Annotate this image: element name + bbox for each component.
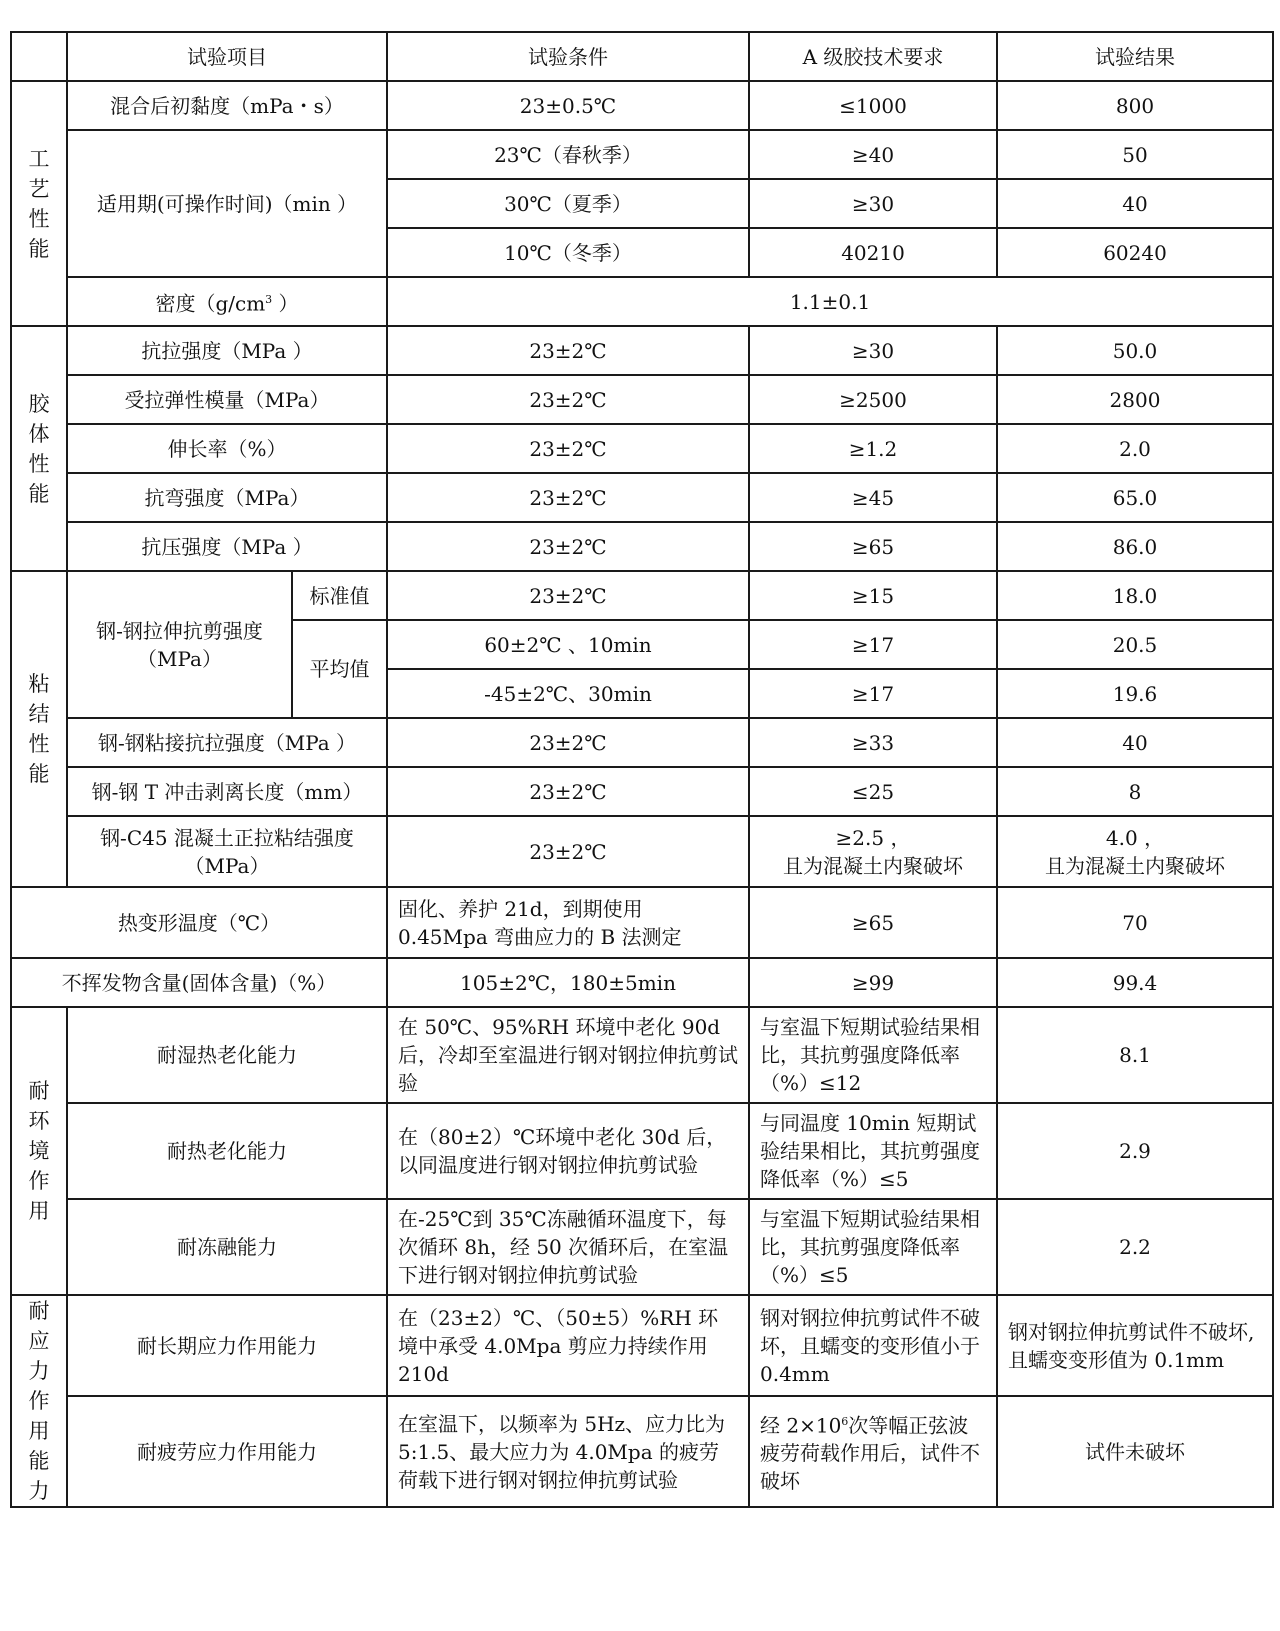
table-row [11,424,1273,473]
density-value: 1.1±0.1 [387,277,1273,326]
fatigue-req-superscript: 6 [841,1414,849,1428]
result-cell: 钢对钢拉伸抗剪试件不破坏,且蠕变变形值为 0.1mm [997,1295,1273,1396]
result-cell: 4.0 ， 且为混凝土内聚破坏 [997,816,1273,887]
condition-cell: 23±2℃ [387,522,749,571]
item-cell [67,277,387,326]
table-row [11,1396,1273,1507]
result-cell: 40 [997,718,1273,767]
category-bond: 粘结性能 [11,571,67,887]
requirement-cell: 40210 [749,228,997,277]
table-row [11,375,1273,424]
requirement-cell: ≥17 [749,620,997,669]
header-corner [11,32,67,81]
requirement-cell: 钢对钢拉伸抗剪试件不破坏，且蠕变的变形值小于 0.4mm [749,1295,997,1396]
result-cell: 50.0 [997,326,1273,375]
item-cell: 抗拉强度（MPa ） [67,326,387,375]
item-cell: 抗压强度（MPa ） [67,522,387,571]
condition-cell: 23±2℃ [387,326,749,375]
condition-cell: 在室温下，以频率为 5Hz、应力比为 5:1.5、最大应力为 4.0Mpa 的疲劳荷载下进行钢对钢拉伸抗剪试验 [387,1396,749,1507]
subitem-cell: 标准值 [292,571,387,620]
fatigue-req-suffix: 次等幅正弦波疲劳荷载作用后，试件不破坏 [760,1413,980,1494]
item-cell: 耐热老化能力 [67,1103,387,1199]
requirement-cell: ≥30 [749,179,997,228]
condition-cell: 在 50℃、95%RH 环境中老化 90d 后，冷却至室温进行钢对钢拉伸抗剪试验 [387,1007,749,1103]
table-row [11,718,1273,767]
requirement-cell: ≥40 [749,130,997,179]
result-cell: 8 [997,767,1273,816]
condition-cell: 在-25℃到 35℃冻融循环温度下，每次循环 8h，经 50 次循环后，在室温下进行钢对钢拉伸抗剪试验 [387,1199,749,1295]
header-row [11,32,1273,81]
condition-cell: 105±2℃，180±5min [387,958,749,1007]
item-cell: 耐长期应力作用能力 [67,1295,387,1396]
condition-cell: 23±2℃ [387,816,749,887]
requirement-cell: ≤1000 [749,81,997,130]
table-row [11,130,1273,179]
result-cell: 70 [997,887,1273,958]
fatigue-req-prefix: 经 2×10 [760,1413,842,1438]
result-cell: 2.9 [997,1103,1273,1199]
table-row [11,473,1273,522]
requirement-cell: ≥65 [749,522,997,571]
result-cell: 40 [997,179,1273,228]
requirement-cell: ≥17 [749,669,997,718]
category-process: 工艺性能 [11,81,67,326]
condition-cell: 23±2℃ [387,718,749,767]
condition-cell: 23±2℃ [387,767,749,816]
result-cell: 8.1 [997,1007,1273,1103]
table-row [11,887,1273,958]
item-cell: 不挥发物含量(固体含量)（%） [11,958,387,1007]
condition-cell: 23℃（春秋季） [387,130,749,179]
item-cell: 耐冻融能力 [67,1199,387,1295]
table-row [11,1199,1273,1295]
requirement-cell: ≥15 [749,571,997,620]
spec-table [10,31,1274,1508]
table-row [11,522,1273,571]
header-condition: 试验条件 [387,32,749,81]
table-row [11,571,1273,620]
result-cell: 60240 [997,228,1273,277]
requirement-cell: ≥65 [749,887,997,958]
item-cell: 耐湿热老化能力 [67,1007,387,1103]
header-result: 试验结果 [997,32,1273,81]
table-row [11,81,1273,130]
header-item: 试验项目 [67,32,387,81]
item-cell: 混合后初黏度（mPa・s） [67,81,387,130]
result-cell: 99.4 [997,958,1273,1007]
category-environment: 耐环境作用 [11,1007,67,1295]
condition-cell: 23±0.5℃ [387,81,749,130]
condition-cell: 在（80±2）℃环境中老化 30d 后，以同温度进行钢对钢拉伸抗剪试验 [387,1103,749,1199]
table-row [11,1103,1273,1199]
requirement-cell: ≥2.5 ， 且为混凝土内聚破坏 [749,816,997,887]
item-cell: 适用期(可操作时间)（min ） [67,130,387,277]
requirement-cell: ≤25 [749,767,997,816]
condition-cell: 30℃（夏季） [387,179,749,228]
condition-cell: -45±2℃、30min [387,669,749,718]
result-cell: 800 [997,81,1273,130]
subitem-cell: 平均值 [292,620,387,718]
requirement-cell: 与室温下短期试验结果相比，其抗剪强度降低率（%）≤12 [749,1007,997,1103]
item-cell: 受拉弹性模量（MPa） [67,375,387,424]
requirement-cell: ≥30 [749,326,997,375]
item-cell: 耐疲劳应力作用能力 [67,1396,387,1507]
requirement-cell: ≥33 [749,718,997,767]
item-cell: 抗弯强度（MPa） [67,473,387,522]
requirement-cell: ≥45 [749,473,997,522]
condition-cell: 23±2℃ [387,571,749,620]
header-requirement: A 级胶技术要求 [749,32,997,81]
item-cell: 热变形温度（℃） [11,887,387,958]
result-cell: 2.2 [997,1199,1273,1295]
result-cell: 86.0 [997,522,1273,571]
table-row [11,277,1273,326]
result-cell: 50 [997,130,1273,179]
table-row [11,1007,1273,1103]
table-row [11,326,1273,375]
result-cell: 2.0 [997,424,1273,473]
condition-cell: 固化、养护 21d，到期使用 0.45Mpa 弯曲应力的 B 法测定 [387,887,749,958]
table-row [11,958,1273,1007]
requirement-cell: 与室温下短期试验结果相比，其抗剪强度降低率（%）≤5 [749,1199,997,1295]
condition-cell: 23±2℃ [387,375,749,424]
item-cell: 钢-钢粘接抗拉强度（MPa ） [67,718,387,767]
result-cell: 2800 [997,375,1273,424]
table-row [11,1295,1273,1396]
condition-cell: 23±2℃ [387,473,749,522]
requirement-cell [749,1396,997,1507]
category-gel: 胶体性能 [11,326,67,571]
table-row [11,767,1273,816]
result-cell: 18.0 [997,571,1273,620]
condition-cell: 在（23±2）℃、（50±5）%RH 环境中承受 4.0Mpa 剪应力持续作用 210d [387,1295,749,1396]
item-cell: 钢-C45 混凝土正拉粘结强度 （MPa） [67,816,387,887]
item-cell: 钢-钢拉伸抗剪强度 （MPa） [67,571,292,718]
result-cell: 20.5 [997,620,1273,669]
table-row [11,816,1273,887]
requirement-cell: 与同温度 10min 短期试验结果相比，其抗剪强度降低率（%）≤5 [749,1103,997,1199]
requirement-cell: ≥99 [749,958,997,1007]
density-label-end: ） [272,291,299,316]
condition-cell: 10℃（冬季） [387,228,749,277]
requirement-cell: ≥1.2 [749,424,997,473]
result-cell: 19.6 [997,669,1273,718]
condition-cell: 23±2℃ [387,424,749,473]
result-cell: 65.0 [997,473,1273,522]
condition-cell: 60±2℃ 、10min [387,620,749,669]
item-cell: 伸长率（%） [67,424,387,473]
category-stress: 耐应力作用能力 [11,1295,67,1507]
density-superscript: 3 [265,292,273,306]
item-cell: 钢-钢 T 冲击剥离长度（mm） [67,767,387,816]
result-cell: 试件未破坏 [997,1396,1273,1507]
density-label: 密度（g/cm [155,291,266,316]
requirement-cell: ≥2500 [749,375,997,424]
